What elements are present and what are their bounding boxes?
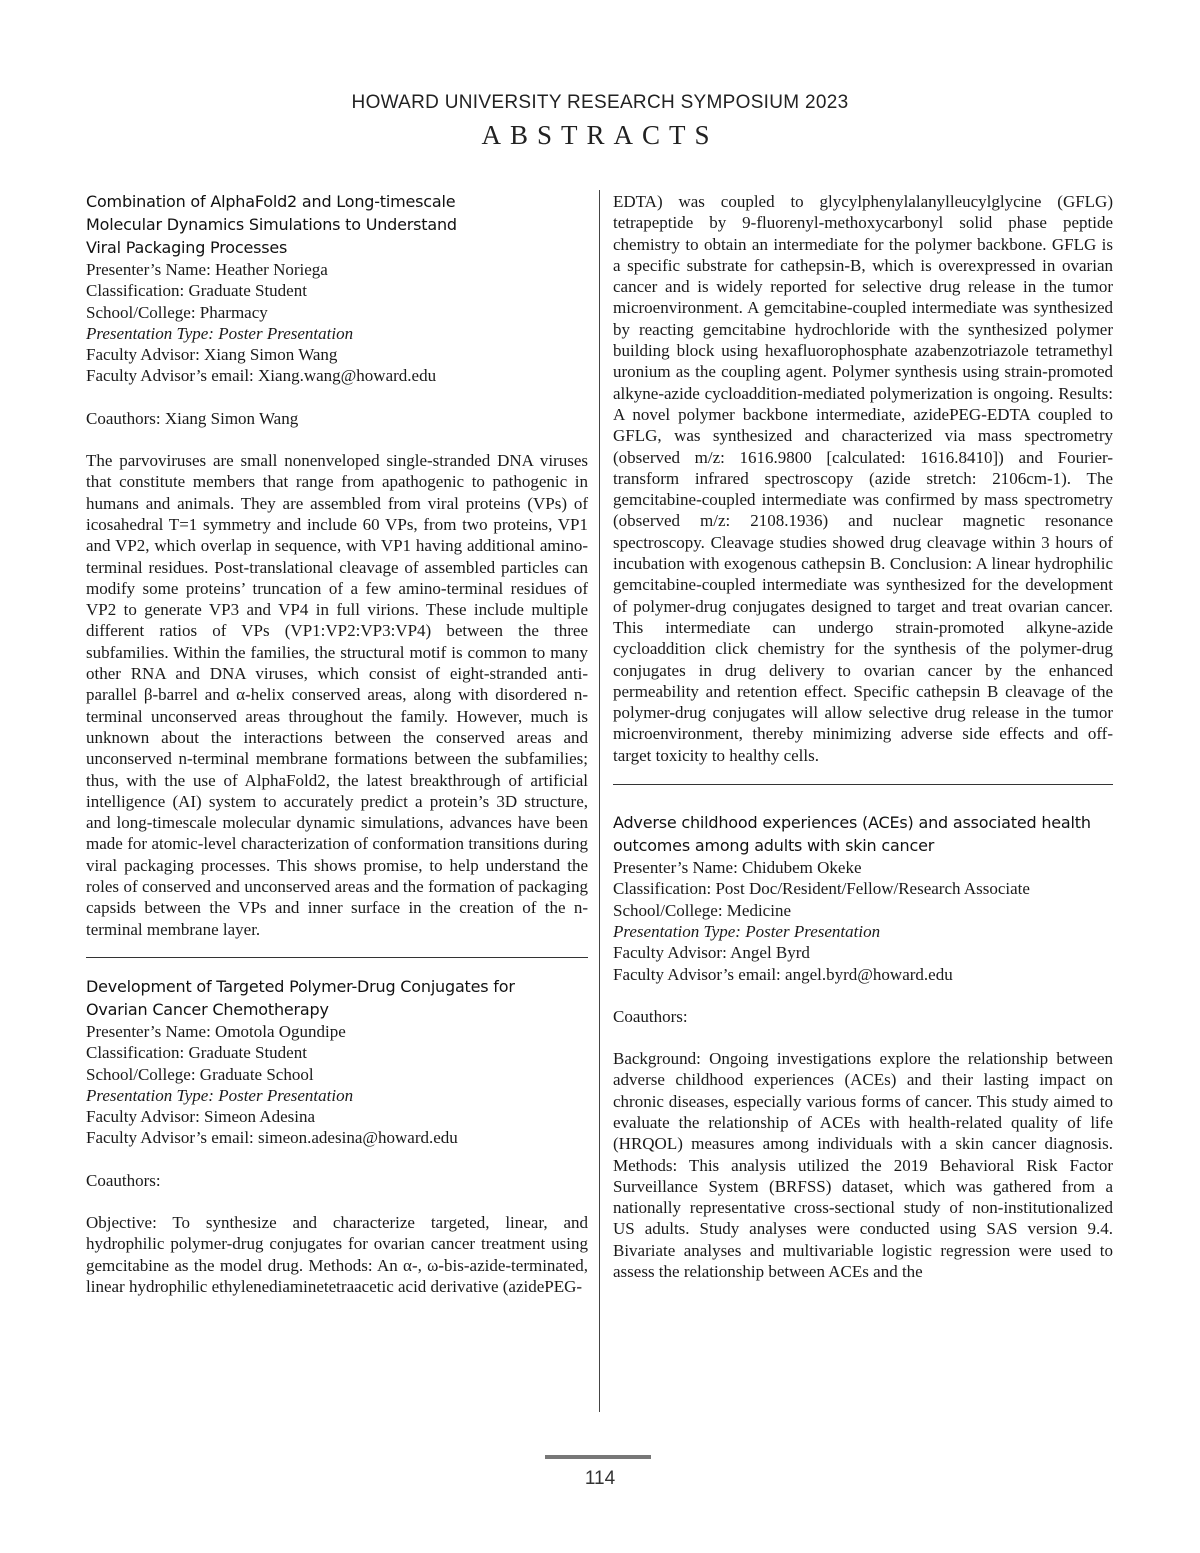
abstract-meta bbox=[86, 1021, 588, 1212]
faculty-advisor-email: Faculty Advisor’s email: simeon.adesina@howard.edu bbox=[86, 1128, 458, 1148]
school-college: School/College: Medicine bbox=[613, 900, 791, 920]
abstract-2 bbox=[86, 975, 588, 1297]
abstract-title: Development of Targeted Polymer-Drug Conjugates for Ovarian Cancer Chemotherapy bbox=[86, 976, 515, 1019]
classification: Classification: Post Doc/Resident/Fellow/Research Associate bbox=[613, 879, 1030, 899]
abstract-body: The parvoviruses are small nonenveloped single-stranded DNA viruses that constitute members that range from apathogenic to pathogenic in humans and animals. They are assembled from viral proteins (VPs) of icosahedral T=1 symmetry and include 60 VPs, from two proteins, VP1 and VP2, which overlap in sequence, with VP1 having additional amino-terminal residues. Post-translational cleavage of assembled particles can modify some proteins’ truncation of a few amino-terminal residues of VP2 to generate VP3 and VP4 in full virions. These include multiple different ratios of VPs (VP1:VP2:VP3:VP4) between the three subfamilies. Within the families, the structural motif is common to many other RNA and DNA viruses, which consist of eight-stranded anti-parallel β-barrel and α-helix conserved areas, along with disordered n-terminal unconserved areas throughout the family. However, much is unknown about the interactions between the conserved areas and unconserved n-terminal membrane formations between the subfamilies; thus, with the use of AlphaFold2, the latest breakthrough of artificial intelligence (AI) system to accurately predict a protein’s 3D structure, and long-timescale molecular dynamic simulations, advances have been made for atomic-level characterization of conformation transitions during viral packaging processes. This shows promise, to help understand the roles of conserved and unconserved areas and the formation of packaging capsids between the VPs and inner surface in the creation of the n-terminal membrane layer. bbox=[86, 451, 588, 939]
left-column bbox=[86, 190, 588, 1297]
school-college: School/College: Pharmacy bbox=[86, 302, 268, 322]
coauthors: Coauthors: bbox=[86, 1170, 161, 1190]
presenter-name: Presenter’s Name: Chidubem Okeke bbox=[613, 858, 862, 878]
footer-rule bbox=[545, 1455, 651, 1459]
abstract-body: Background: Ongoing investigations explore the relationship between adverse childhood experiences (ACEs) and their lasting impact on chronic diseases, especially various forms of cancer. This study aimed to evaluate the relationship of ACEs with health-related quality of life (HRQOL) measures among individuals with a skin cancer diagnosis. Methods: This analysis utilized the 2019 Behavioral Risk Factor Surveillance System (BRFSS) dataset, which was gathered from a nationally representative cross-sectional study of non-institutionalized US adults. Study analyses were conducted using SAS version 9.4. Bivariate analyses and multivariable logistic regression were used to assess the relationship between ACEs and the bbox=[613, 1049, 1113, 1282]
presentation-type: Presentation Type: Poster Presentation bbox=[613, 921, 881, 941]
column-divider bbox=[599, 190, 600, 1412]
abstract-title: Combination of AlphaFold2 and Long-timescale Molecular Dynamics Simulations to Understand Viral Packaging Processes bbox=[86, 192, 457, 257]
presenter-name: Presenter’s Name: Omotola Ogundipe bbox=[86, 1021, 346, 1041]
faculty-advisor: Faculty Advisor: Angel Byrd bbox=[613, 943, 810, 963]
classification: Classification: Graduate Student bbox=[86, 1043, 307, 1063]
abstract-3 bbox=[613, 811, 1113, 1282]
page-header bbox=[0, 92, 1200, 151]
abstract-title: Adverse childhood experiences (ACEs) and associated health outcomes among adults with skin cancer bbox=[613, 813, 1091, 856]
abstract-body-part1: Objective: To synthesize and characterize targeted, linear, and hydrophilic polymer-drug conjugates for ovarian cancer treatment using gemcitabine as the model drug. Methods: An α-, ω-bis-azide-terminated, linear hydrophilic ethylenediaminetetraacetic acid derivative (azidePEG- bbox=[86, 1212, 588, 1296]
presenter-name: Presenter’s Name: Heather Noriega bbox=[86, 260, 328, 279]
coauthors: Coauthors: Xiang Simon Wang bbox=[86, 408, 299, 428]
abstract-meta bbox=[613, 857, 1113, 1048]
faculty-advisor-email: Faculty Advisor’s email: Xiang.wang@howard.edu bbox=[86, 366, 437, 386]
abstract-1 bbox=[86, 190, 588, 940]
presentation-type: Presentation Type: Poster Presentation bbox=[86, 1085, 354, 1105]
section-title: ABSTRACTS bbox=[481, 120, 719, 150]
coauthors: Coauthors: bbox=[613, 1006, 688, 1026]
faculty-advisor: Faculty Advisor: Simeon Adesina bbox=[86, 1107, 316, 1127]
school-college: School/College: Graduate School bbox=[86, 1064, 314, 1084]
symposium-title: HOWARD UNIVERSITY RESEARCH SYMPOSIUM 2023 bbox=[351, 92, 849, 113]
abstract-separator bbox=[613, 784, 1113, 785]
faculty-advisor: Faculty Advisor: Xiang Simon Wang bbox=[86, 345, 338, 365]
faculty-advisor-email: Faculty Advisor’s email: angel.byrd@howard.edu bbox=[613, 964, 953, 984]
abstract-meta bbox=[86, 259, 588, 450]
classification: Classification: Graduate Student bbox=[86, 281, 307, 301]
abstract-body-part2: EDTA) was coupled to glycylphenylalanylleucylglycine (GFLG) tetrapeptide by 9-fluorenyl-methoxycarbonyl solid phase peptide chemistry to obtain an intermediate for the polymer backbone. GFLG is a specific substrate for cathepsin-B, which is overexpressed in ovarian cancer and is widely reported for selective drug release in the tumor microenvironment. A gemcitabine-coupled intermediate was synthesized by reacting gemcitabine hydrochloride with the synthesized polymer building block using hexafluorophosphate azabenzotriazole tetramethyl uronium as the coupling agent. Polymer synthesis using strain-promoted alkyne-azide cycloaddition-mediated polymerization is ongoing. Results: A novel polymer backbone intermediate, azidePEG-EDTA coupled to GFLG, was synthesized and characterized via mass spectrometry (observed m/z: 1616.9800 [calculated: 1616.8410]) and Fourier-transform infrared spectroscopy (azide stretch: 2106cm-1). The gemcitabine-coupled intermediate was confirmed by mass spectrometry (observed m/z: 2108.1936) and nuclear magnetic resonance spectroscopy. Cleavage studies showed drug cleavage within 3 hours of incubation with exogenous cathepsin B. Conclusion: A linear hydrophilic gemcitabine-coupled intermediate was synthesized for the development of polymer-drug conjugates designed to target and treat ovarian cancer. This intermediate can undergo strain-promoted alkyne-azide cycloaddition click chemistry for the synthesis of the polymer-drug conjugates in drug delivery to ovarian cancer by the enhanced permeability and retention effect. Specific cathepsin B cleavage of the polymer-drug conjugates will allow selective drug release in the tumor microenvironment, thereby minimizing adverse side effects and off-target toxicity to healthy cells. bbox=[613, 192, 1113, 765]
presentation-type: Presentation Type: Poster Presentation bbox=[86, 323, 354, 343]
page-number: 114 bbox=[584, 1468, 616, 1489]
abstract-separator bbox=[86, 957, 588, 958]
right-column bbox=[613, 191, 1113, 1282]
